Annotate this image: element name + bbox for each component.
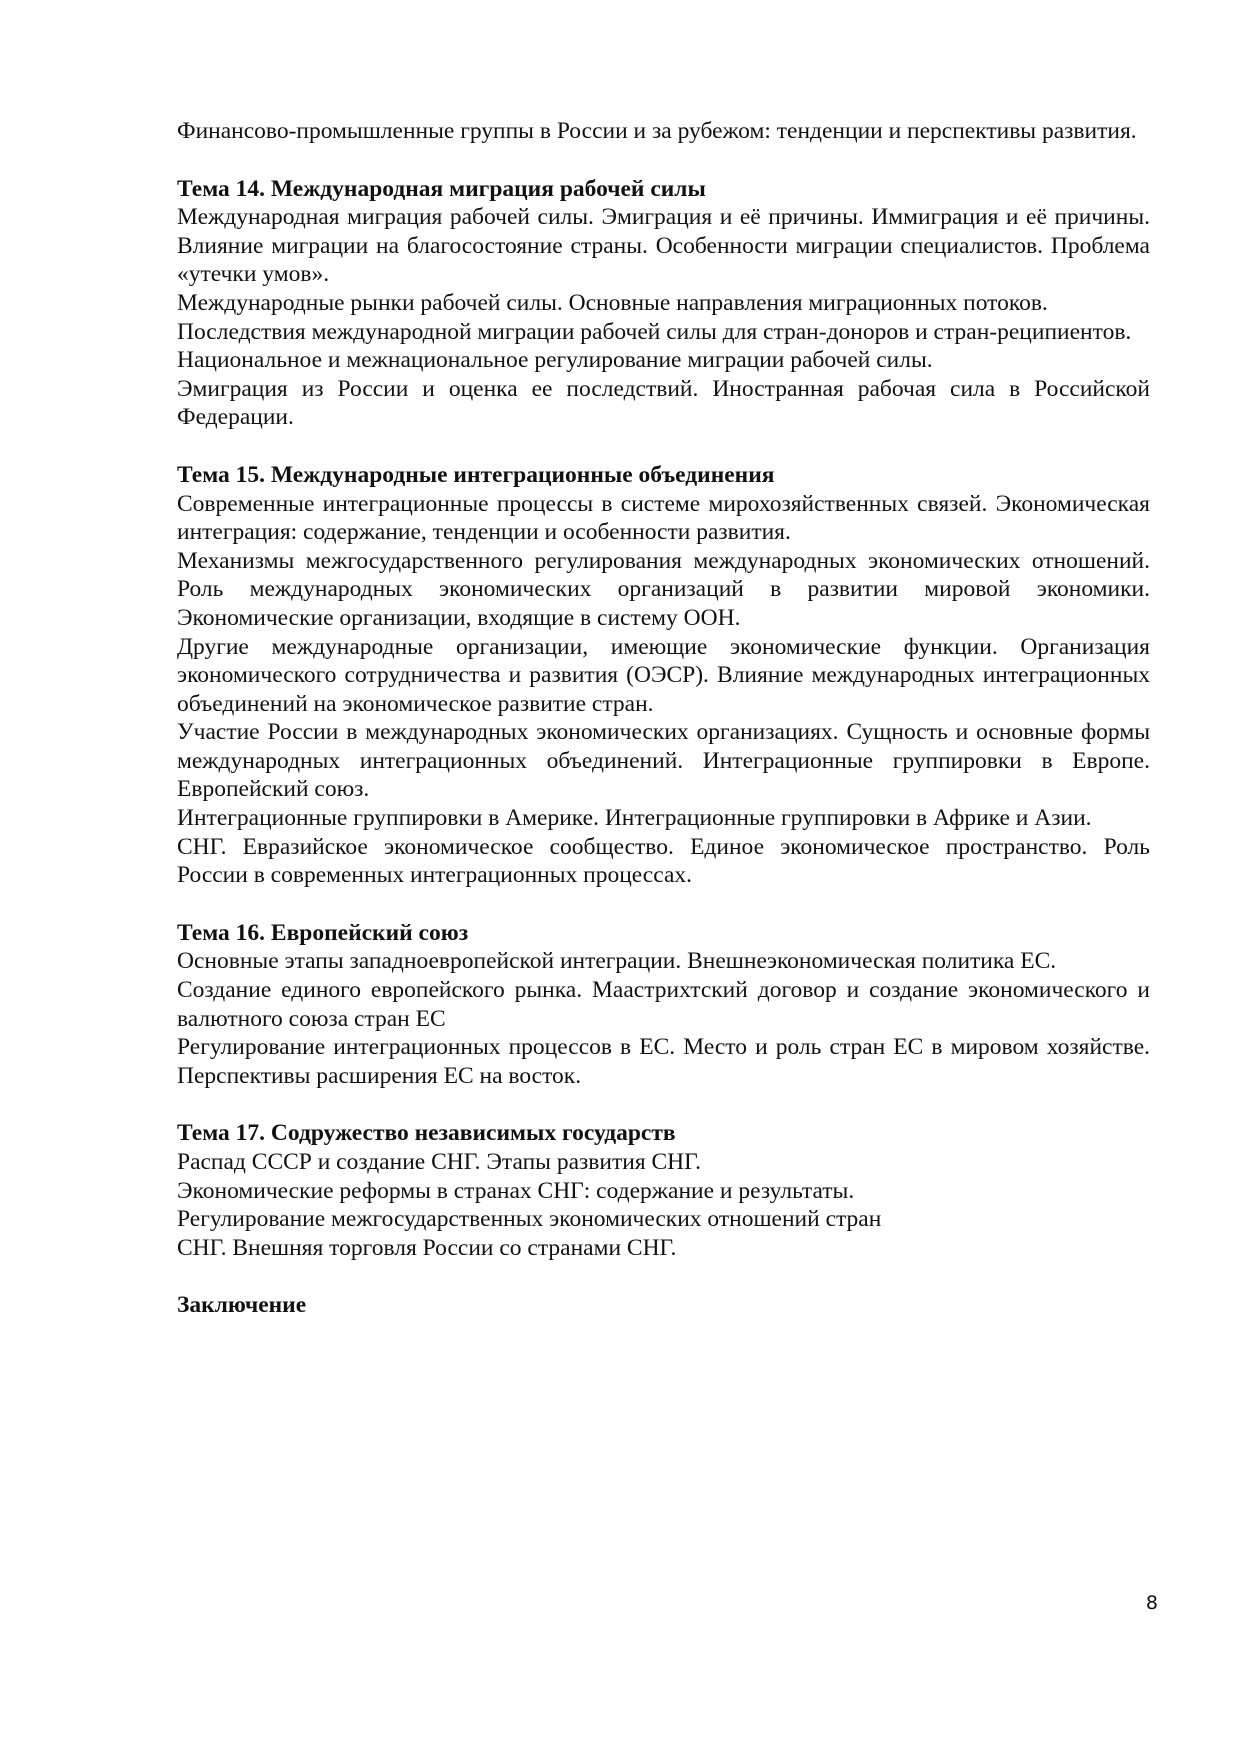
topic-17-paragraph: СНГ. Внешняя торговля России со странами СНГ. bbox=[177, 1234, 677, 1261]
page-number: 8 bbox=[1145, 1592, 1158, 1614]
topic-17-paragraph: Распад СССР и создание СНГ. Этапы развития СНГ. bbox=[177, 1149, 701, 1175]
topic-17-section bbox=[177, 1119, 1150, 1262]
topic-15-paragraph: Другие международные организации, имеющие экономические функции. Организация экономического сотрудничества и развития (ОЭСР). Влияние международных интеграционных объединений на экономическое развитие стран. bbox=[177, 633, 1150, 717]
topic-17-paragraph: Экономические реформы в странах СНГ: содержание и результаты. bbox=[177, 1177, 855, 1204]
topic-16-paragraph: Создание единого европейского рынка. Маастрихтский договор и создание экономического и валютного союза стран ЕС bbox=[177, 977, 1150, 1032]
topic-17-heading: Тема 17. Содружество независимых государств bbox=[177, 1120, 676, 1147]
topic-16-heading: Тема 16. Европейский союз bbox=[177, 919, 469, 946]
topic-15-paragraph: Механизмы межгосударственного регулирования международных экономических отношений. Роль международных экономических организаций в развитии мировой экономики. Экономические организации, входящие в систему ООН. bbox=[177, 547, 1150, 631]
topic-15-paragraph: Современные интеграционные процессы в системе мирохозяйственных связей. Экономическая интеграция: содержание, тенденции и особенности развития. bbox=[177, 490, 1150, 546]
topic-15-paragraph: Интеграционные группировки в Америке. Интеграционные группировки в Африке и Азии. bbox=[177, 805, 1092, 832]
topic-16-paragraph: Регулирование интеграционных процессов в ЕС. Место и роль стран ЕС в мировом хозяйстве. Перспективы расширения ЕС на восток. bbox=[177, 1034, 1150, 1089]
topic-17-paragraph: Регулирование межгосударственных экономических отношений стран bbox=[177, 1206, 882, 1233]
topic-16-section bbox=[177, 919, 1150, 1091]
intro-paragraph: Финансово-промышленные группы в России и за рубежом: тенденции и перспективы развития. bbox=[177, 118, 1137, 144]
topic-14-paragraph: Международные рынки рабочей силы. Основные направления миграционных потоков. bbox=[177, 289, 1048, 316]
topic-14-paragraph: Национальное и межнациональное регулирование миграции рабочей силы. bbox=[177, 347, 933, 374]
topic-15-paragraph: Участие России в международных экономических организациях. Сущность и основные формы международных интеграционных объединений. Интеграционные группировки в Европе. Европейский союз. bbox=[177, 719, 1150, 803]
conclusion-heading: Заключение bbox=[177, 1292, 307, 1319]
topic-14-section bbox=[177, 175, 1150, 432]
topic-15-paragraph: СНГ. Евразийское экономическое сообщество. Единое экономическое пространство. Роль России в современных интеграционных процессах. bbox=[177, 833, 1150, 889]
topic-15-section bbox=[177, 461, 1150, 890]
topic-14-heading: Тема 14. Международная миграция рабочей силы bbox=[177, 175, 706, 202]
document-body bbox=[177, 117, 1150, 1320]
topic-14-paragraph: Эмиграция из России и оценка ее последствий. Иностранная рабочая сила в Российской Федерации. bbox=[177, 375, 1150, 431]
topic-15-heading: Тема 15. Международные интеграционные объединения bbox=[177, 461, 775, 488]
conclusion-section bbox=[177, 1291, 1150, 1320]
topic-14-paragraph: Последствия международной миграции рабочей силы для стран-доноров и стран-реципиентов. bbox=[177, 318, 1132, 345]
topic-16-paragraph: Основные этапы западноевропейской интеграции. Внешнеэкономическая политика ЕС. bbox=[177, 948, 1057, 975]
topic-14-paragraph: Международная миграция рабочей силы. Эмиграция и её причины. Иммиграция и её причины. Влияние миграции на благосостояние страны. Особенности миграции специалистов. Проблема «утечки умов». bbox=[177, 204, 1150, 288]
